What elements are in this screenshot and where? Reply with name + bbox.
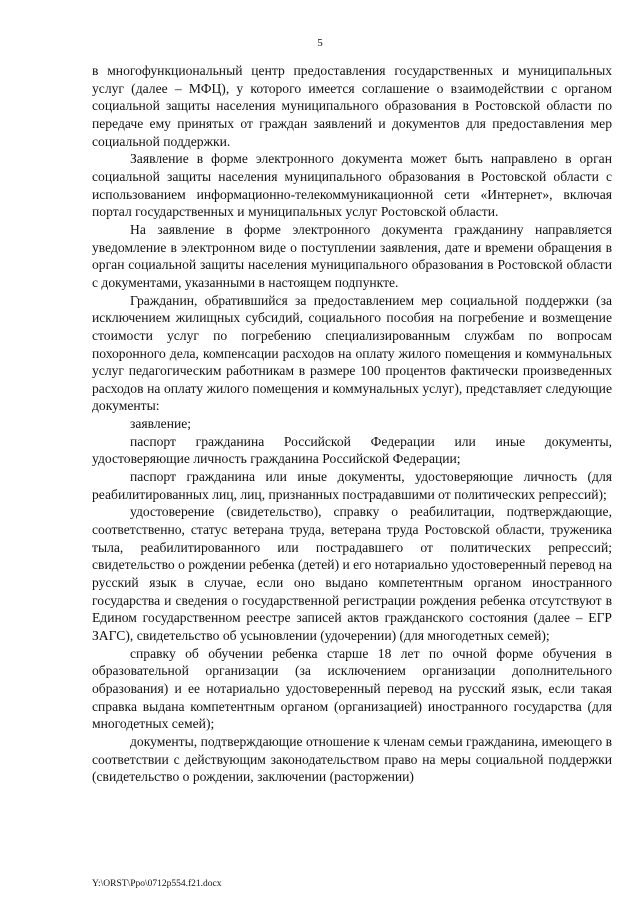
paragraph-electronic-application: Заявление в форме электронного документа может быть направлено в орган социальной защиты населения муниципального образования в Ростовской области с использованием информационно-телекоммуникационной сети «Интернет», включая портал государственных и муниципальных услуг Ростовской области. — [92, 151, 612, 220]
list-item-education-certificate: справку об обучении ребенка старше 18 лет по очной форме обучения в образовательной организации (за исключением организации дополнительного образования) и ее нотариально удостоверенный перевод на русский язык, если такая справка выдана компетентным органом (организацией) иностранного государства (для многодетных семей); — [92, 645, 612, 732]
list-item-passport-rehabilitated: паспорт гражданина или иные документы, удостоверяющие личность (для реабилитированных лиц, лиц, признанных пострадавшими от политических репрессий); — [92, 469, 612, 502]
list-item-application: заявление; — [130, 416, 192, 432]
list-item-passport-rf: паспорт гражданина Российской Федерации или иные документы, удостоверяющие личность гражданина Российской Федерации; — [92, 433, 612, 467]
page-number: 5 — [317, 37, 323, 49]
list-item-certificates: удостоверение (свидетельство), справку о реабилитации, подтверждающие, соответственно, статус ветерана труда, ветерана труда Ростовской области, труженика тыла, реабилитированного или пострадавшего от политических репрессий; свидетельство о рождении ребенка (детей) и его нотариально удостоверенный перевод на русский язык в случае, если оно выдано компетентным органом иностранного государства и сведения о государственной регистрации рождения ребенка отсутствуют в Едином государственном реестре записей актов гражданского состояния (далее – ЕГР ЗАГС), свидетельство об усыновлении (удочерении) (для многодетных семей); — [92, 504, 612, 643]
list-item-family-documents: документы, подтверждающие отношение к членам семьи гражданина, имеющего в соответствии с действующим законодательством право на меры социальной поддержки (свидетельство о рождении, заключении (расторжении) — [92, 733, 612, 785]
paragraph-mfc-submission: в многофункциональный центр предоставления государственных и муниципальных услуг (далее – МФЦ), у которого имеется соглашение о взаимодействии с органом социальной защиты населения муниципального образования в Ростовской области по передаче ему принятых от граждан заявлений и документов для предоставления мер социальной поддержки. — [92, 63, 612, 149]
paragraph-electronic-notification: На заявление в форме электронного документа гражданину направляется уведомление в электронном виде о поступлении заявления, дате и времени обращения в орган социальной защиты населения муниципального образования в Ростовской области с документами, указанными в настоящем подпункте. — [92, 221, 612, 290]
document-body — [92, 62, 612, 786]
paragraph-required-documents-intro: Гражданин, обратившийся за предоставлением мер социальной поддержки (за исключением жилищных субсидий, социального пособия на погребение и возмещение стоимости услуг по погребению специализированным службам по вопросам похоронного дела, компенсации расходов на оплату жилого помещения и коммунальных услуг педагогическим работникам в размере 100 процентов фактически произведенных расходов на оплату жилого помещения и коммунальных услуг), представляет следующие документы: — [92, 292, 612, 414]
footer-file-path: Y:\ORST\Ppo\0712p554.f21.docx — [92, 879, 222, 889]
